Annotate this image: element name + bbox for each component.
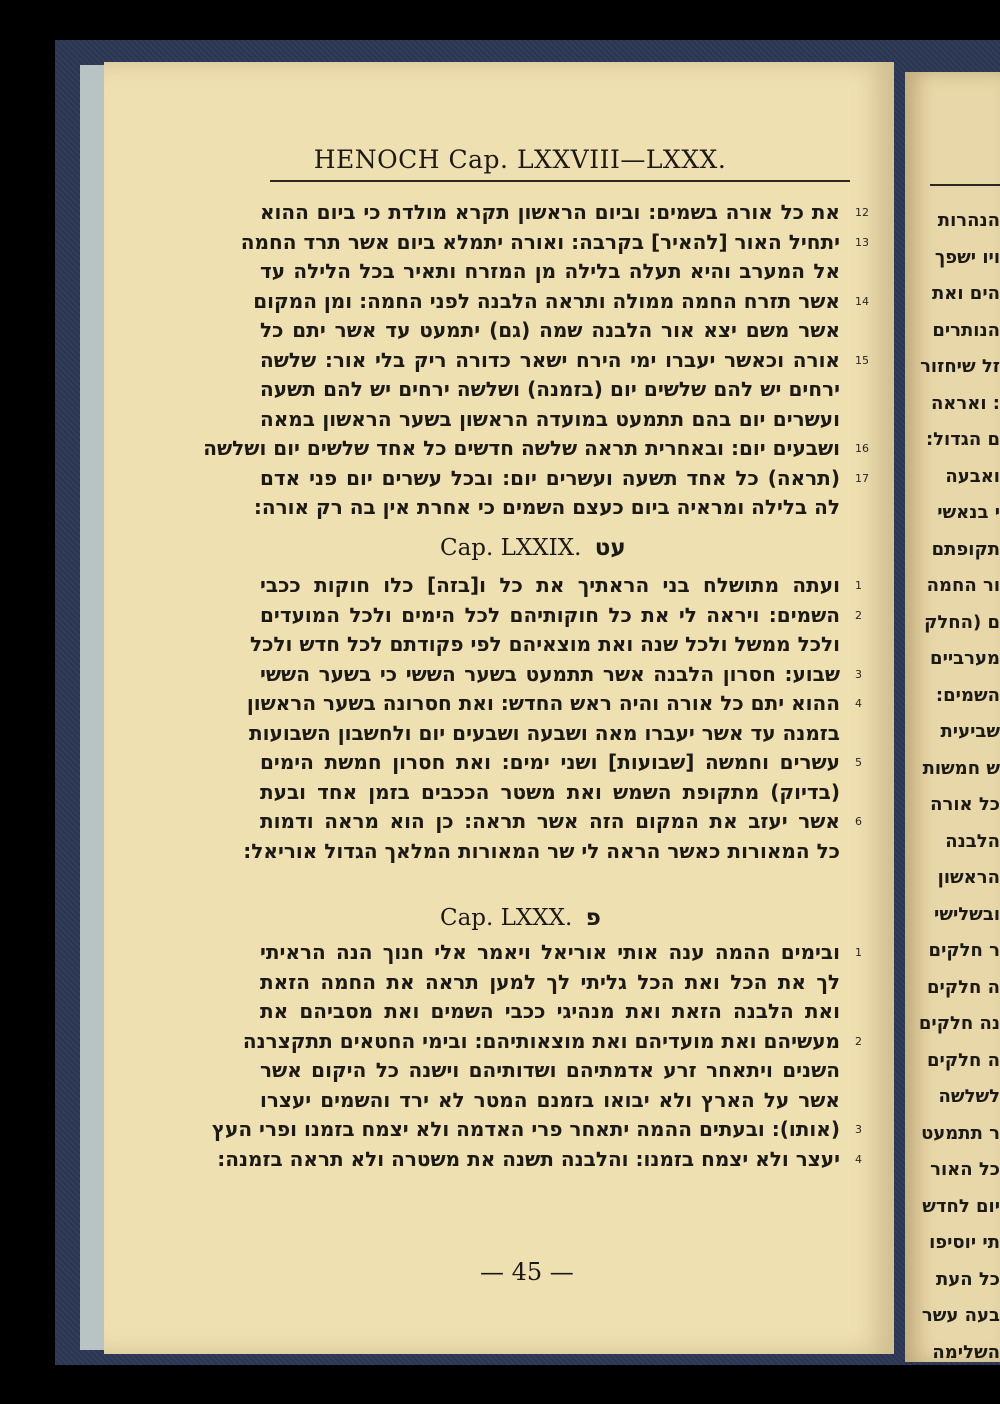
verse-number: 2: [855, 1034, 862, 1048]
verse-number: 14: [855, 294, 869, 308]
text-line: עשרים וחמשה [שבועות] ושני ימים: ואת חסרון חמשת הימים: [260, 750, 840, 774]
verse-number: 6: [855, 815, 862, 828]
page-number: — 45 —: [480, 1258, 574, 1286]
verse-number: 1: [855, 946, 862, 959]
facing-text-line: הים ואת: [931, 283, 1000, 304]
text-line: יעצר ולא יצמח בזמנו: והלבנה תשנה את משטרה ולא תראה בזמנה:: [217, 1146, 840, 1171]
verse-number: 16: [855, 442, 869, 455]
facing-text-line: ור החמה: [926, 575, 1000, 596]
text-line: ההוא יתם כל אורה והיה ראש החדש: ואת חסרונה בשער הראשון: [246, 691, 840, 715]
text-line: ועשרים יום בהם תתמעט במועדה הראשון בשער הראשון במאה: [260, 406, 840, 431]
facing-text-line: הראשון: [937, 867, 1000, 888]
facing-text-line: כל האור: [930, 1159, 1000, 1180]
facing-text-line: זל שיחזור: [920, 356, 1000, 377]
text-line: אורה וכאשר יעברו ימי הירח ישאר כדורה ריק בלי אור: שלשה: [260, 347, 840, 372]
text-line: ירחים יש להם שלשים יום (בזמנה) ושלשה ירחים יש להם תשעה: [260, 377, 840, 401]
text-line: השנים ויתאחר זרע אדמתיהם ושדותיהם וישנה כל היקום אשר: [260, 1058, 840, 1082]
facing-text-line: מערביים: [930, 648, 1000, 669]
text-line: ובימים ההמה ענה אותי אוריאל ויאמר אלי חנוך הנה הראיתי: [260, 940, 840, 964]
text-line: (בדיוק) מתקופת השמש ואת משטר הככבים בזמן אחד ובעת: [260, 779, 840, 804]
verse-number: 15: [855, 353, 869, 367]
facing-text-line: כל העת: [935, 1268, 1000, 1290]
text-line: אשר על הארץ ולא יבואו בזמנם המטר לא ירד והשמים יעצרו: [260, 1087, 840, 1112]
facing-text-line: הנותרים: [932, 319, 1000, 341]
facing-text-line: ם הגדול:: [925, 429, 1000, 450]
text-line: מעשיהם ואת מועדיהם ואת מוצאותיהם: ובימי החטאים תתקצרנה: [242, 1028, 840, 1053]
facing-text-line: י בנאשי: [937, 502, 1000, 523]
text-line: בזמנה עד אשר יעברו מאה ושבעה ושבעים יום ולחשבון השבועות: [248, 720, 840, 745]
facing-text-line: כל אורה: [930, 794, 1000, 815]
facing-text-line: ה חלקים: [927, 976, 1000, 998]
text-line: שבוע: חסרון הלבנה אשר תתמעט בשער הששי כי בשער הששי: [260, 661, 840, 686]
text-line: אל המערב והיא תעלה בלילה מן המזרח ותאיר בכל הלילה עד: [260, 259, 840, 283]
chapter-heading-79: [440, 535, 740, 561]
text-line: (תראה) כל אחד תשעה ועשרים יום: ובכל עשרים יום פני אדם: [260, 465, 840, 490]
facing-text-line: : ואראה: [930, 392, 1000, 414]
facing-text-line: נה חלקים: [918, 1013, 1000, 1034]
facing-text-line: שביעית: [940, 721, 1000, 742]
facing-header-rule: [930, 184, 1000, 186]
text-line: אשר משם יצא אור הלבנה שמה (גם) יתמעט עד אשר יתם כל: [260, 318, 840, 342]
facing-text-line: הנהרות: [937, 210, 1000, 231]
header-rule: [270, 180, 850, 182]
verse-number: 3: [855, 1123, 862, 1136]
facing-text-line: תי יוסיפו: [929, 1232, 1000, 1253]
text-line: ולכל ממשל ולכל שנה ואת מוצאיהם לפי פקודתם לכל חדש ולכל: [249, 632, 840, 656]
facing-text-line: יום לחדש: [922, 1195, 1000, 1217]
text-line: לך את הכל ואת הכל גליתי לך למען תראה את החמה הזאת: [260, 969, 840, 994]
facing-text-line: ויו ישפך: [934, 246, 1000, 268]
facing-text-line: ואבעה: [945, 465, 1000, 487]
text-line: אשר תזרח החמה ממולה ותראה הלבנה לפני החמה: ומן המקום: [253, 288, 840, 313]
text-line: לה בלילה ומראיה ביום כעצם השמים כי אחרת אין בה רק אורה:: [253, 495, 840, 519]
facing-text-line: השמים:: [935, 684, 1000, 706]
verse-number: 12: [855, 206, 869, 219]
facing-text-line: ובשלישי: [934, 903, 1000, 925]
text-line: (אותו): ובעתים ההמה יתאחר פרי האדמה ולא יצמח בזמנו ופרי העץ: [211, 1117, 840, 1141]
facing-text-line: ם (החלק: [924, 611, 1000, 633]
verse-number: 4: [855, 1152, 862, 1166]
facing-text-line: ה חלקים: [927, 1049, 1000, 1071]
verse-number: 13: [855, 235, 869, 249]
text-line: ושבעים יום: ובאחרית תראה שלשה חדשים כל אחד שלשים יום ושלשה: [203, 436, 840, 460]
facing-text-line: השלימה: [932, 1341, 1000, 1362]
running-header: HENOCH Cap. LXXVIII—LXXX.: [313, 145, 727, 174]
verse-number: 1: [855, 579, 862, 592]
facing-text-line: ר חלקים: [928, 940, 1000, 961]
verse-number: 2: [855, 608, 862, 622]
text-line: יתחיל האור [להאיר] בקרבה: ואורה יתמלא ביום אשר תרד החמה: [240, 229, 840, 254]
facing-page: [905, 72, 1000, 1362]
text-line: את כל אורה בשמים: וביום הראשון תקרא מולדת כי ביום ההוא: [260, 200, 840, 224]
text-line: כל המאורות כאשר הראה לי שר המאורות המלאך הגדול אוריאל:: [243, 838, 840, 863]
verse-number: 17: [855, 471, 869, 485]
text-line: ועתה מתושלח בני הראתיך את כל ו[בזה] כלו חוקות ככבי: [260, 573, 840, 597]
facing-text-line: לשלשה: [938, 1086, 1000, 1107]
facing-text-line: בעה עשר: [921, 1305, 1000, 1326]
verse-number: 5: [855, 756, 862, 769]
verse-number: 4: [855, 697, 862, 710]
facing-text-line: ש חמשות: [922, 757, 1000, 779]
chapter-latin: Cap. LXXX.: [440, 905, 573, 931]
text-line: השמים: ויראה לי את כל חוקותיהם לכל הימים ולכל המועדים: [260, 602, 840, 627]
text-line: ואת הלבנה הזאת ואת מנהיגי ככבי השמים ואת מסביהם את: [260, 999, 840, 1023]
chapter-heading-80: [440, 905, 740, 931]
facing-text-line: ר תתמעט: [921, 1122, 1000, 1144]
verse-number: 3: [855, 667, 862, 681]
chapter-latin: Cap. LXXIX.: [440, 535, 582, 561]
text-line: אשר יעזב את המקום הזה אשר תראה: כן הוא מראה ודמות: [260, 809, 840, 833]
facing-text-line: תקופתם: [931, 538, 1000, 560]
chapter-hebrew: עט: [594, 535, 626, 561]
chapter-hebrew: פ: [585, 905, 601, 931]
facing-text-line: הלבנה: [945, 830, 1000, 852]
